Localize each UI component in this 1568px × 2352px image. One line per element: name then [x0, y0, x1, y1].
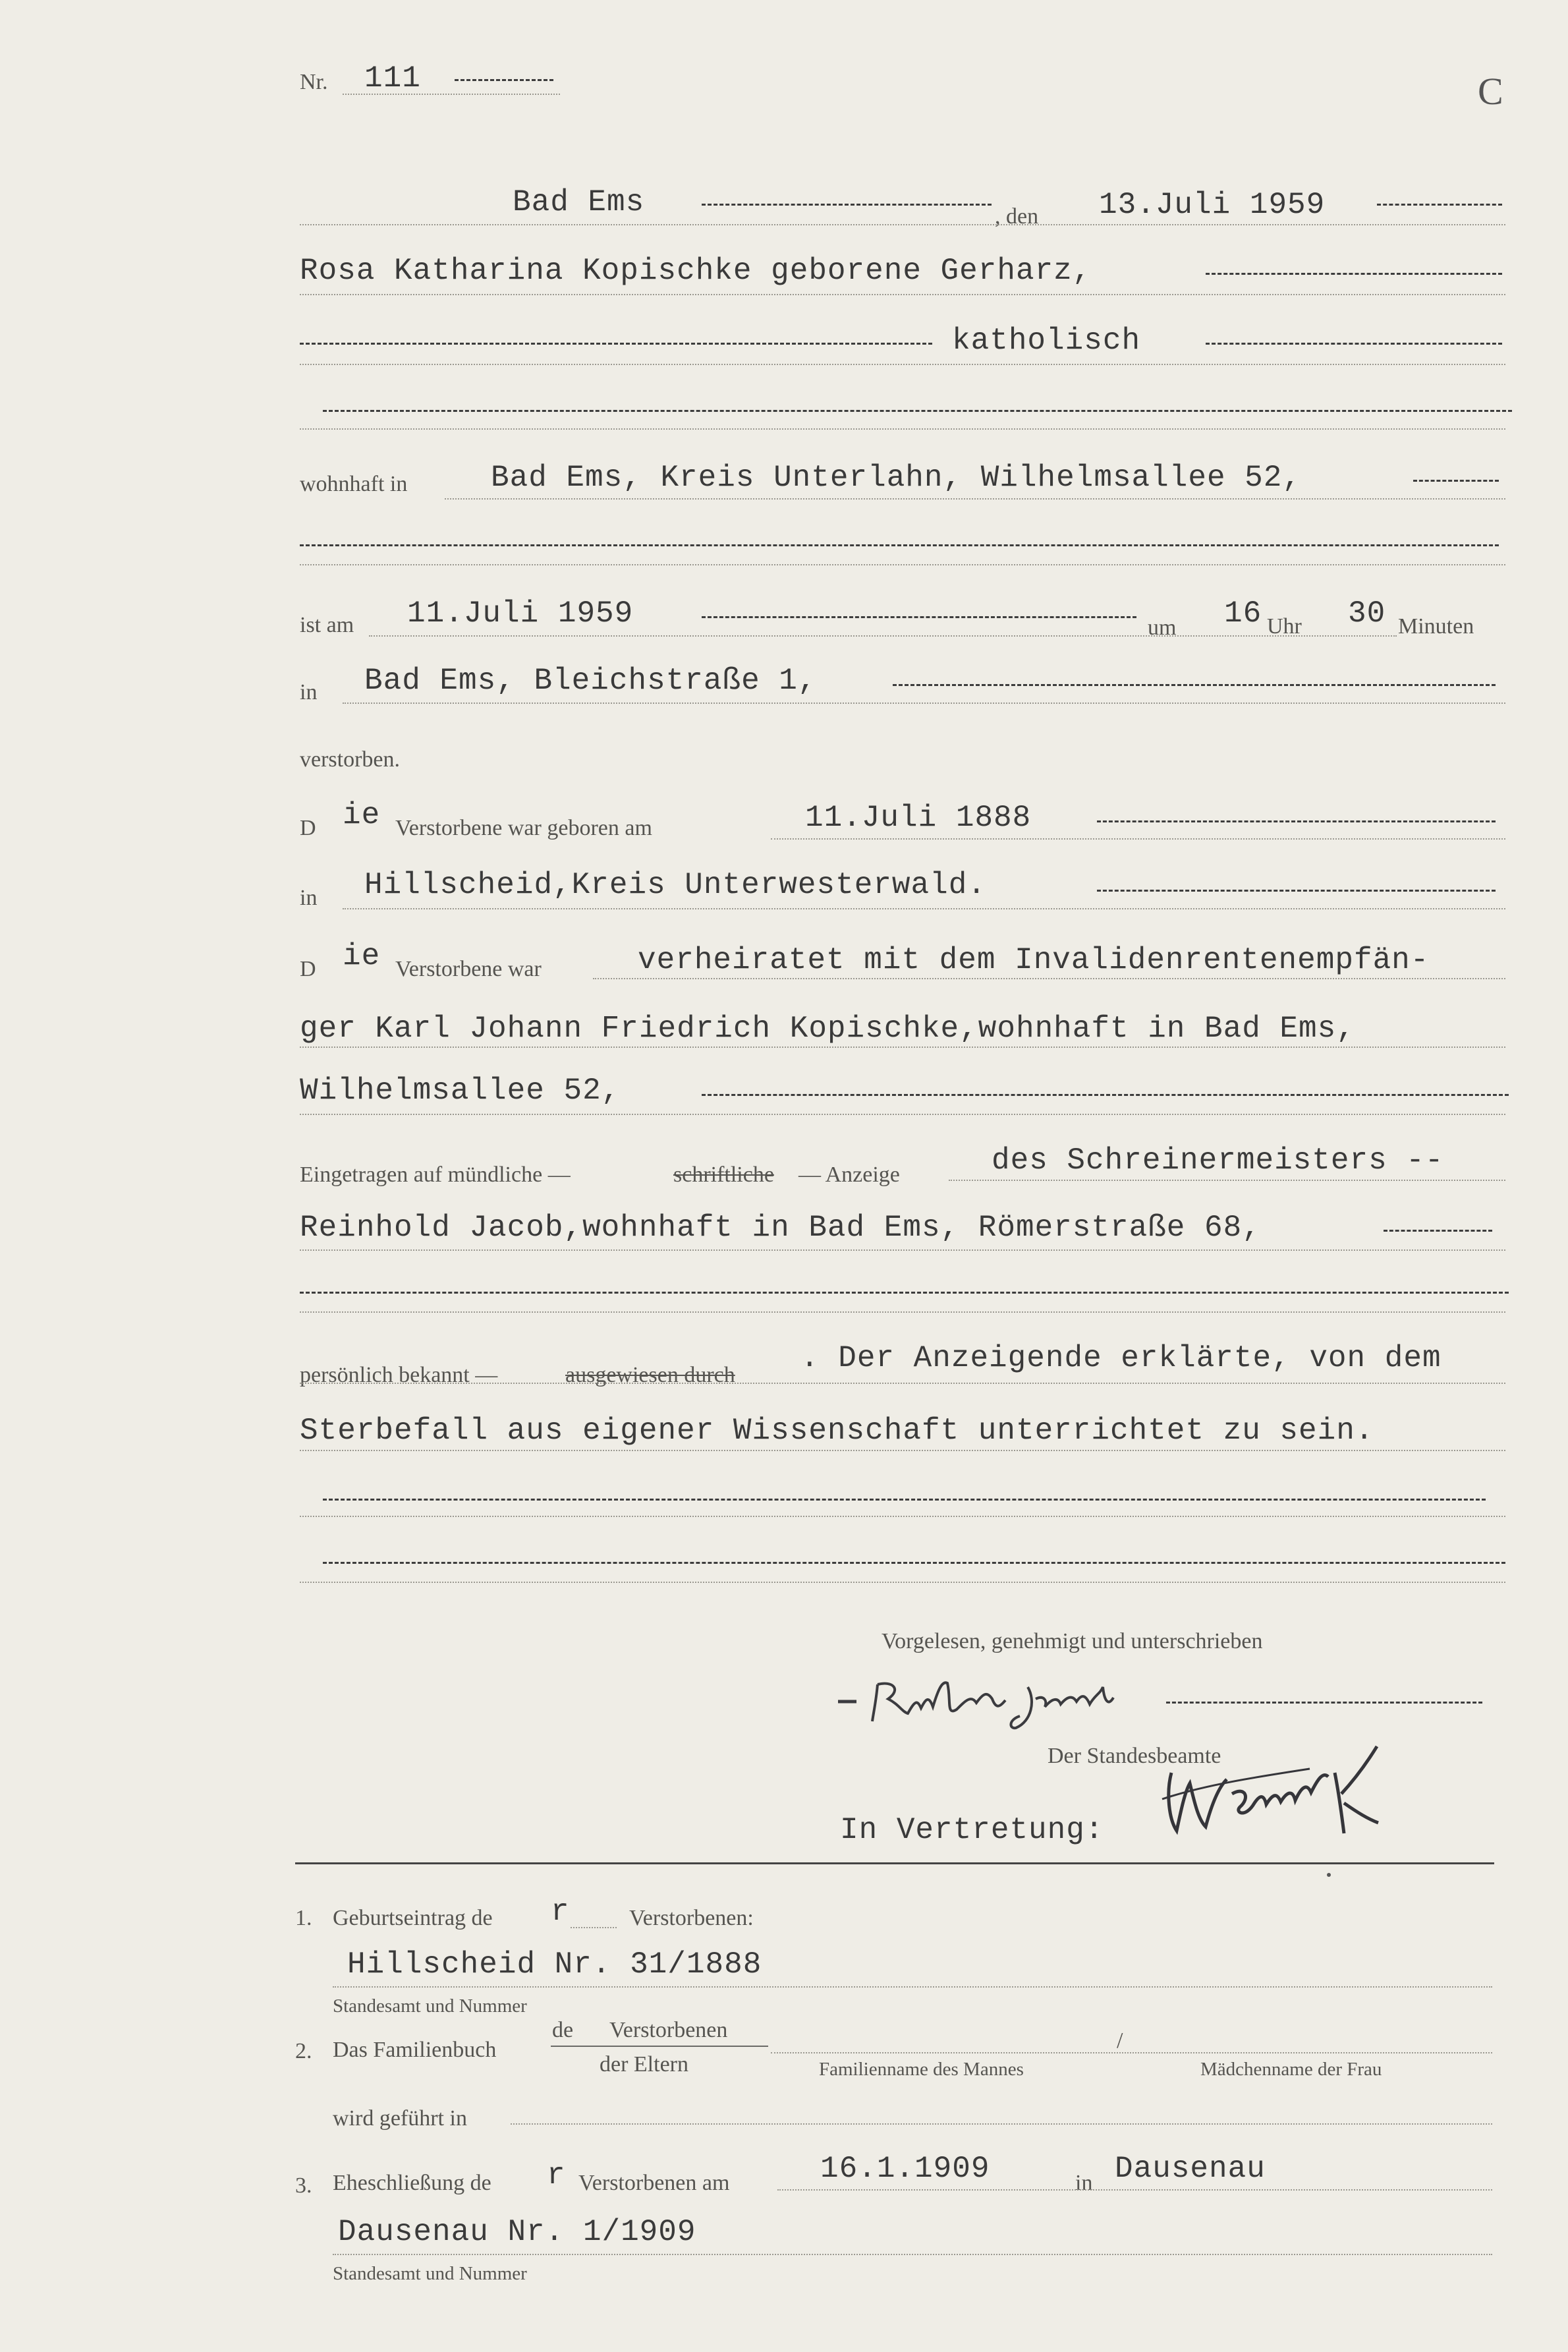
fill-line	[300, 224, 1505, 225]
born-prefix: D	[300, 816, 316, 840]
record-date: 13.Juli 1959	[1099, 188, 1326, 222]
note-3-place: Dausenau	[1115, 2152, 1266, 2186]
section-divider	[295, 1862, 1494, 1864]
filler-dashes	[1384, 1230, 1492, 1232]
filler-dashes	[300, 343, 932, 345]
statement-line-1: . Der Anzeigende erklärte, von dem	[800, 1341, 1442, 1375]
fill-line	[300, 1047, 1505, 1048]
filler-dashes	[1097, 820, 1496, 822]
fill-line	[300, 1114, 1505, 1115]
note-3-date: 16.1.1909	[820, 2152, 990, 2186]
fill-line	[300, 1383, 1505, 1384]
filler-dashes	[323, 1499, 1486, 1501]
informant-line-2: Reinhold Jacob,wohnhaft in Bad Ems, Römerstraße 68,	[300, 1211, 1261, 1245]
fill-line	[571, 1927, 617, 1928]
note-3-value: Dausenau Nr. 1/1909	[338, 2215, 696, 2249]
fill-line	[300, 294, 1505, 295]
fill-line	[593, 978, 1505, 979]
fill-line	[343, 94, 560, 95]
fill-line	[300, 1582, 1505, 1583]
note-3-label2: Verstorbenen am	[578, 2171, 730, 2195]
born-label: Verstorbene war geboren am	[395, 816, 652, 840]
death-hour: 16	[1224, 596, 1262, 631]
married-line-1: verheiratet mit dem Invalidenrentenempfän-	[638, 943, 1430, 977]
den-label: , den	[995, 204, 1039, 229]
filler-dashes	[1097, 890, 1496, 892]
filler-dashes	[702, 1094, 1509, 1096]
filler-dashes	[300, 1292, 1509, 1294]
corner-letter: C	[1478, 70, 1503, 113]
religion: katholisch	[952, 324, 1141, 358]
filler-dashes	[300, 544, 1499, 546]
filler-dashes	[455, 79, 553, 81]
filler-dashes	[323, 410, 1512, 412]
note-2-verstorbenen: Verstorbenen	[609, 2018, 728, 2042]
address: Bad Ems, Kreis Unterlahn, Wilhelmsallee 52,	[491, 461, 1301, 495]
married-suffix: ie	[343, 939, 381, 973]
verstorben-label: verstorben.	[300, 747, 401, 772]
fraction-line	[551, 2046, 768, 2047]
fill-line	[445, 498, 1505, 500]
fill-line	[777, 2189, 1492, 2191]
note-2-mann-caption: Familienname des Mannes	[819, 2059, 1024, 2080]
fill-line	[333, 2254, 1492, 2255]
registrar-signature	[1146, 1720, 1463, 1845]
anzeige-label: — Anzeige	[798, 1162, 900, 1187]
married-line-3: Wilhelmsallee 52,	[300, 1074, 621, 1108]
eingetragen-label: Eingetragen auf mündliche —	[300, 1162, 571, 1187]
filler-dashes	[893, 684, 1496, 686]
fill-line	[300, 1516, 1505, 1517]
note-3-label: Eheschließung de	[333, 2171, 491, 2195]
fill-line	[300, 1311, 1505, 1313]
death-date: 11.Juli 1959	[407, 596, 634, 631]
vertretung-label: In Vertretung:	[840, 1813, 1104, 1847]
note-2-slash: /	[1117, 2028, 1123, 2053]
nr-value: 111	[364, 61, 421, 96]
standesbeamte-label: Der Standesbeamte	[1048, 1744, 1221, 1768]
birth-date: 11.Juli 1888	[805, 801, 1032, 835]
in-label: in	[300, 886, 318, 910]
filler-dashes	[1377, 204, 1502, 206]
note-2-gefuehrt: wird geführt in	[333, 2106, 467, 2131]
note-1-number: 1.	[295, 1906, 312, 1930]
filler-dashes	[1413, 480, 1499, 482]
fill-line	[300, 428, 1505, 430]
fill-line	[343, 908, 1505, 909]
married-prefix: D	[300, 957, 316, 981]
struck-schriftliche: schriftliche	[673, 1162, 774, 1187]
married-line-2: ger Karl Johann Friedrich Kopischke,wohnhaft in Bad Ems,	[300, 1012, 1355, 1046]
note-2-label: Das Familienbuch	[333, 2038, 497, 2062]
fill-line	[511, 2123, 1492, 2125]
note-2-eltern: der Eltern	[600, 2052, 688, 2077]
note-3-in: in	[1075, 2171, 1093, 2195]
note-3-suffix: r	[547, 2158, 566, 2193]
in-label: in	[300, 680, 318, 704]
filler-dashes	[1166, 1702, 1482, 1704]
statement-line-2: Sterbefall aus eigener Wissenschaft unterrichtet zu sein.	[300, 1414, 1374, 1448]
filler-dashes	[702, 204, 992, 206]
note-2-number: 2.	[295, 2039, 312, 2063]
note-1-value: Hillscheid Nr. 31/1888	[347, 1947, 762, 1982]
fill-line	[333, 1986, 1492, 1988]
death-minutes: 30	[1348, 596, 1386, 631]
death-place: Bad Ems, Bleichstraße 1,	[364, 664, 817, 698]
minuten-label: Minuten	[1398, 614, 1474, 639]
nr-label: Nr.	[300, 70, 328, 94]
birth-place: Hillscheid,Kreis Unterwesterwald.	[364, 868, 986, 902]
ink-dot	[1327, 1873, 1331, 1877]
struck-ausgewiesen: ausgewiesen durch	[565, 1363, 735, 1387]
married-label: Verstorbene war	[395, 957, 542, 981]
fill-line	[300, 364, 1505, 365]
fill-line	[300, 1450, 1505, 1451]
note-3-caption: Standesamt und Nummer	[333, 2263, 527, 2284]
born-suffix: ie	[343, 798, 381, 832]
place: Bad Ems	[513, 185, 645, 219]
ist-am-label: ist am	[300, 613, 354, 637]
fill-line	[949, 1180, 1505, 1181]
bekannt-label: persönlich bekannt —	[300, 1363, 498, 1387]
vorgelesen-text: Vorgelesen, genehmigt und unterschrieben	[882, 1629, 1263, 1653]
wohnhaft-label: wohnhaft in	[300, 472, 408, 496]
filler-dashes	[323, 1562, 1505, 1564]
um-label: um	[1148, 616, 1177, 640]
filler-dashes	[1206, 273, 1502, 275]
filler-dashes	[1206, 343, 1502, 345]
note-1-caption: Standesamt und Nummer	[333, 1995, 527, 2017]
note-3-number: 3.	[295, 2173, 312, 2198]
fill-line	[771, 2052, 1492, 2053]
informant-signature	[830, 1661, 1146, 1740]
fill-line	[300, 1249, 1505, 1251]
fill-line	[300, 564, 1505, 565]
fill-line	[771, 838, 1505, 840]
deceased-name: Rosa Katharina Kopischke geborene Gerharz,	[300, 254, 1092, 288]
note-1-suffix: r	[551, 1895, 570, 1929]
informant-line-1: des Schreinermeisters --	[992, 1143, 1444, 1178]
uhr-label: Uhr	[1267, 614, 1302, 639]
note-1-label: Geburtseintrag de	[333, 1906, 493, 1930]
fill-line	[369, 635, 1397, 637]
note-1-label2: Verstorbenen:	[629, 1906, 754, 1930]
fill-line	[343, 703, 1505, 704]
filler-dashes	[702, 616, 1136, 618]
note-2-frau-caption: Mädchenname der Frau	[1200, 2059, 1382, 2080]
note-2-de: de	[552, 2018, 574, 2042]
